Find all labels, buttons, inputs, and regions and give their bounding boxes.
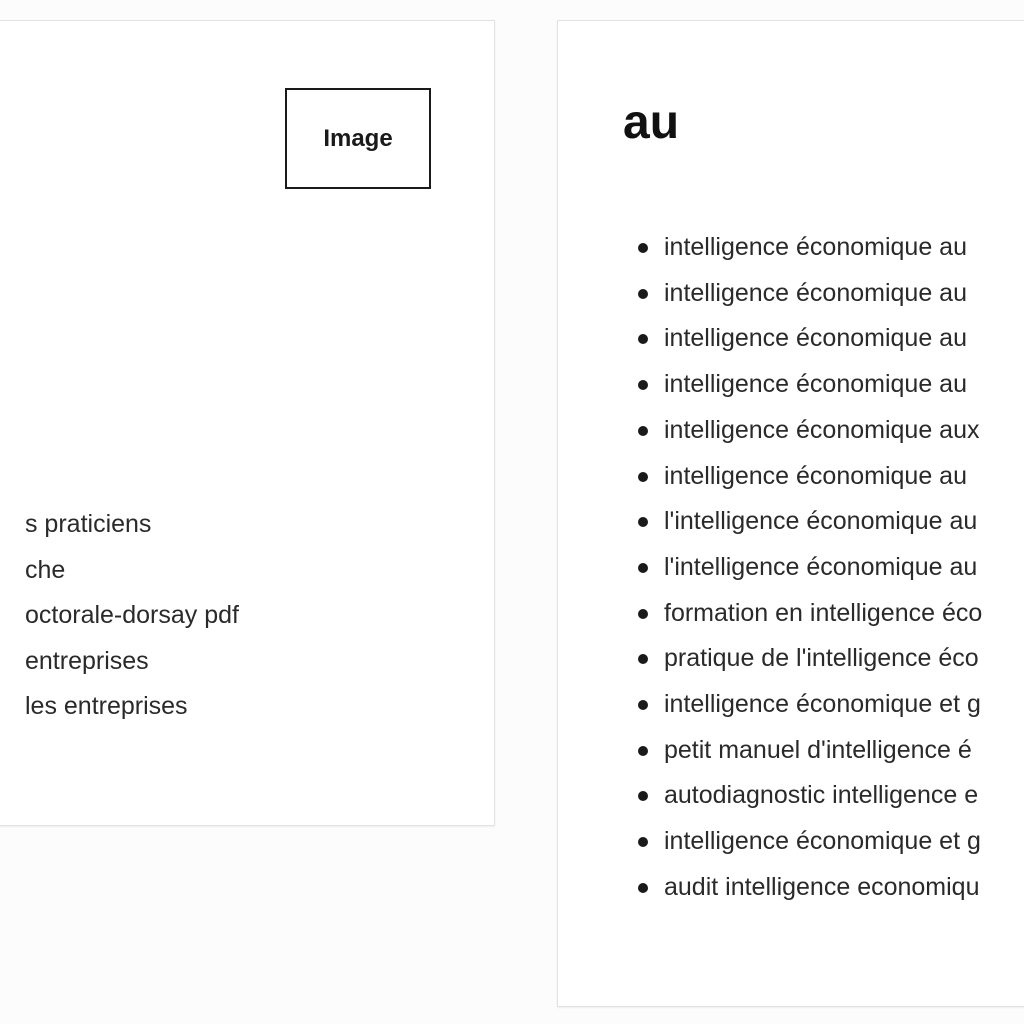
bullet-icon (638, 517, 648, 527)
list-item[interactable] (638, 636, 982, 682)
list-item[interactable] (638, 773, 982, 819)
left-link-list (25, 502, 239, 730)
bullet-icon (638, 472, 648, 482)
left-list-item-label[interactable]: octorale-dorsay pdf (24, 601, 239, 630)
list-item[interactable] (638, 316, 982, 362)
bullet-icon (638, 654, 648, 664)
list-item-label[interactable]: l'intelligence économique au (664, 507, 978, 536)
left-list-item[interactable] (25, 639, 239, 685)
left-list-item[interactable] (25, 684, 239, 730)
list-item[interactable] (638, 591, 982, 637)
bullet-icon (638, 791, 648, 801)
list-item[interactable] (638, 819, 982, 865)
image-placeholder (285, 88, 431, 189)
bullet-icon (638, 380, 648, 390)
list-item-label[interactable]: l'intelligence économique au (664, 552, 978, 581)
list-item-label[interactable]: intelligence économique aux (664, 415, 980, 444)
bullet-icon (638, 334, 648, 344)
bullet-icon (638, 700, 648, 710)
list-item-label[interactable]: formation en intelligence éco (664, 598, 983, 627)
bullet-icon (638, 289, 648, 299)
list-item-label[interactable]: intelligence économique au (664, 278, 967, 307)
left-list-item[interactable] (25, 593, 239, 639)
list-item[interactable] (638, 271, 982, 317)
list-item-label[interactable]: intelligence économique au (664, 461, 967, 490)
list-item[interactable] (638, 865, 982, 911)
bullet-icon (638, 563, 648, 573)
list-item-label[interactable]: intelligence économique au (664, 324, 967, 353)
list-item-label[interactable]: intelligence économique au (664, 370, 967, 399)
card-title: au (623, 96, 680, 149)
list-item[interactable] (638, 682, 982, 728)
list-item[interactable] (638, 545, 982, 591)
left-list-item[interactable] (25, 502, 239, 548)
bullet-icon (638, 883, 648, 893)
bullet-icon (638, 426, 648, 436)
list-item-label[interactable]: intelligence économique et g (664, 827, 981, 856)
related-search-list (638, 225, 982, 911)
bullet-icon (638, 609, 648, 619)
left-list-item-label[interactable]: entreprises (24, 646, 149, 675)
bullet-icon (638, 243, 648, 253)
left-list-item-label[interactable]: che (24, 555, 66, 584)
bullet-icon (638, 746, 648, 756)
image-placeholder-label: Image (323, 124, 393, 152)
left-list-item-label[interactable]: les entreprises (24, 692, 188, 721)
right-card (557, 20, 1024, 1007)
list-item[interactable] (638, 499, 982, 545)
list-item[interactable] (638, 408, 982, 454)
list-item[interactable] (638, 728, 982, 774)
list-item-label[interactable]: pratique de l'intelligence éco (664, 644, 979, 673)
list-item-label[interactable]: audit intelligence economiqu (664, 872, 980, 901)
list-item-label[interactable]: intelligence économique et g (664, 690, 981, 719)
list-item-label[interactable]: autodiagnostic intelligence e (664, 781, 979, 810)
left-card (0, 20, 495, 826)
left-list-item-label[interactable]: s praticiens (24, 510, 152, 538)
list-item[interactable] (638, 454, 982, 500)
list-item[interactable] (638, 362, 982, 408)
list-item-label[interactable]: intelligence économique au (664, 233, 967, 261)
left-list-item[interactable] (25, 548, 239, 594)
bullet-icon (638, 837, 648, 847)
list-item-label[interactable]: petit manuel d'intelligence é (664, 735, 972, 764)
list-item[interactable] (638, 225, 982, 271)
